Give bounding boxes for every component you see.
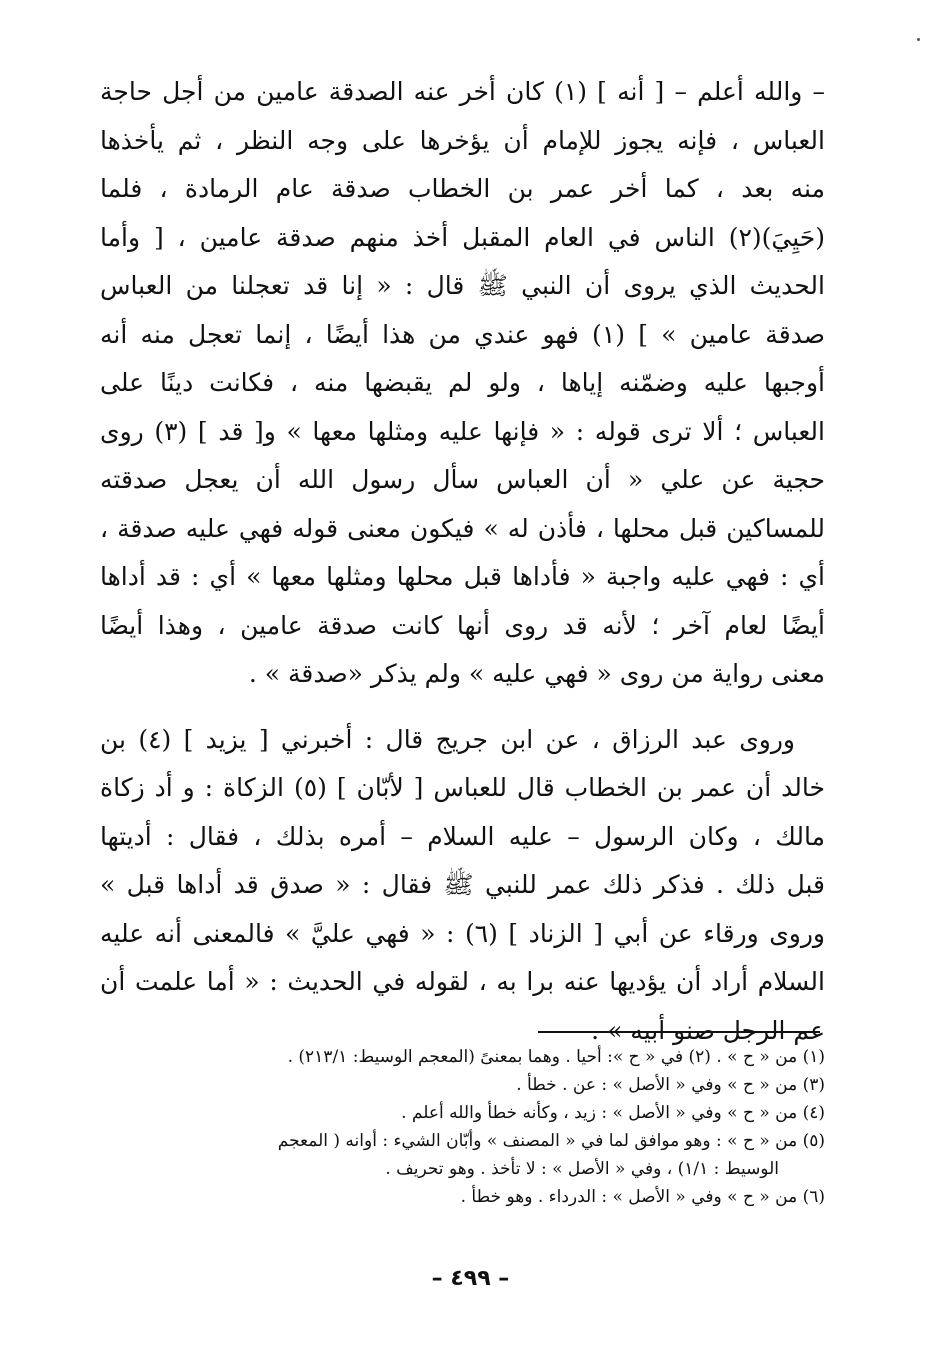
main-text bbox=[100, 68, 825, 1055]
page-number: – ٤٩٩ – bbox=[431, 1266, 510, 1291]
text-line: معنى رواية من روى « فهي عليه » ولم يذكر «صدقة » . bbox=[248, 659, 825, 688]
text-line: – والله أعلم – [ أنه ] (١) كان أخر عنه الصدقة عامين من أجل حاجة bbox=[100, 77, 825, 106]
text-line: العباس ؛ ألا ترى قوله : « فإنها عليه ومثلها معها » و[ قد ] (٣) روى bbox=[100, 416, 825, 446]
text-line: أوجبها عليه وضمّنه إياها ، ولو لم يقبضها منه ، فكانت دينًا على bbox=[100, 368, 825, 397]
text-line: وروى عبد الرزاق ، عن ابن جريج قال : أخبرني [ يزيد ] (٤) بن bbox=[100, 724, 795, 754]
footnote: (٥) من « ح » : وهو موافق لما في « المصنف » وأبّان الشيء : أوانه ( المعجم bbox=[277, 1131, 825, 1151]
footnote: (٦) من « ح » وفي « الأصل » : الدرداء . وهو خطأ . bbox=[460, 1187, 825, 1207]
text-line: (حَيِيَ)(٢) الناس في العام المقبل أخذ منهم صدقة عامين ، [ وأما bbox=[100, 222, 825, 252]
footnote-continuation: الوسيط : ١/١) ، وفي « الأصل » : لا تأخذ . وهو تحريف . bbox=[385, 1159, 779, 1179]
text-line: السلام أراد أن يؤديها عنه برا به ، لقوله في الحديث : « أما علمت أن bbox=[100, 967, 825, 996]
text-line: قبل ذلك . فذكر ذلك عمر للنبي ﷺ فقال : « صدق قد أداها قبل » bbox=[100, 870, 825, 899]
text-line: أي : فهي عليه واجبة « فأداها قبل محلها ومثلها معها » أي : قد أداها bbox=[100, 562, 825, 591]
text-line: أيضًا لعام آخر ؛ لأنه قد روى أنها كانت صدقة عامين ، وهذا أيضًا bbox=[100, 610, 825, 640]
text-line: حجية عن علي « أن العباس سأل رسول الله أن يعجل صدقته bbox=[100, 465, 825, 494]
paragraph-1 bbox=[100, 68, 825, 699]
footnotes bbox=[110, 1043, 825, 1211]
text-line: العباس ، فإنه يجوز للإمام أن يؤخرها على وجه النظر ، ثم يأخذها bbox=[100, 125, 825, 155]
text-line: الحديث الذي يروى أن النبي ﷺ قال : « إنا قد تعجلنا من العباس bbox=[100, 271, 825, 300]
text-line: خالد أن عمر بن الخطاب قال للعباس [ لأبّان ] (٥) الزكاة : و أد زكاة bbox=[100, 773, 825, 802]
footnote-separator bbox=[538, 1031, 820, 1033]
text-line: صدقة عامين » ] (١) فهو عندي من هذا أيضًا ، إنما تعجل منه أنه bbox=[100, 319, 825, 349]
text-line: مالك ، وكان الرسول – عليه السلام – أمره بذلك ، فقال : أديتها bbox=[100, 821, 825, 851]
scan-speck bbox=[917, 38, 920, 41]
text-line: للمساكين قبل محلها ، فأذن له » فيكون معنى قوله فهي عليه صدقة ، bbox=[100, 513, 825, 543]
footnote: (٣) من « ح » وفي « الأصل » : عن . خطأ . bbox=[516, 1075, 825, 1095]
footnote: (١) من « ح » . (٢) في « ح »: أحيا . وهما بمعنىً (المعجم الوسيط: ٢١٣/١) . bbox=[287, 1047, 825, 1067]
paragraph-gap bbox=[100, 699, 825, 716]
text-line: عم الرجل صنو أبيه » . bbox=[591, 1015, 825, 1045]
paragraph-2 bbox=[100, 716, 825, 1056]
text-line: منه بعد ، كما أخر عمر بن الخطاب صدقة عام الرمادة ، فلما bbox=[100, 174, 825, 203]
text-line: وروى ورقاء عن أبي [ الزناد ] (٦) : « فهي عليَّ » فالمعنى أنه عليه bbox=[100, 918, 825, 948]
footnote: (٤) من « ح » وفي « الأصل » : زيد ، وكأنه خطأ والله أعلم . bbox=[401, 1103, 825, 1123]
